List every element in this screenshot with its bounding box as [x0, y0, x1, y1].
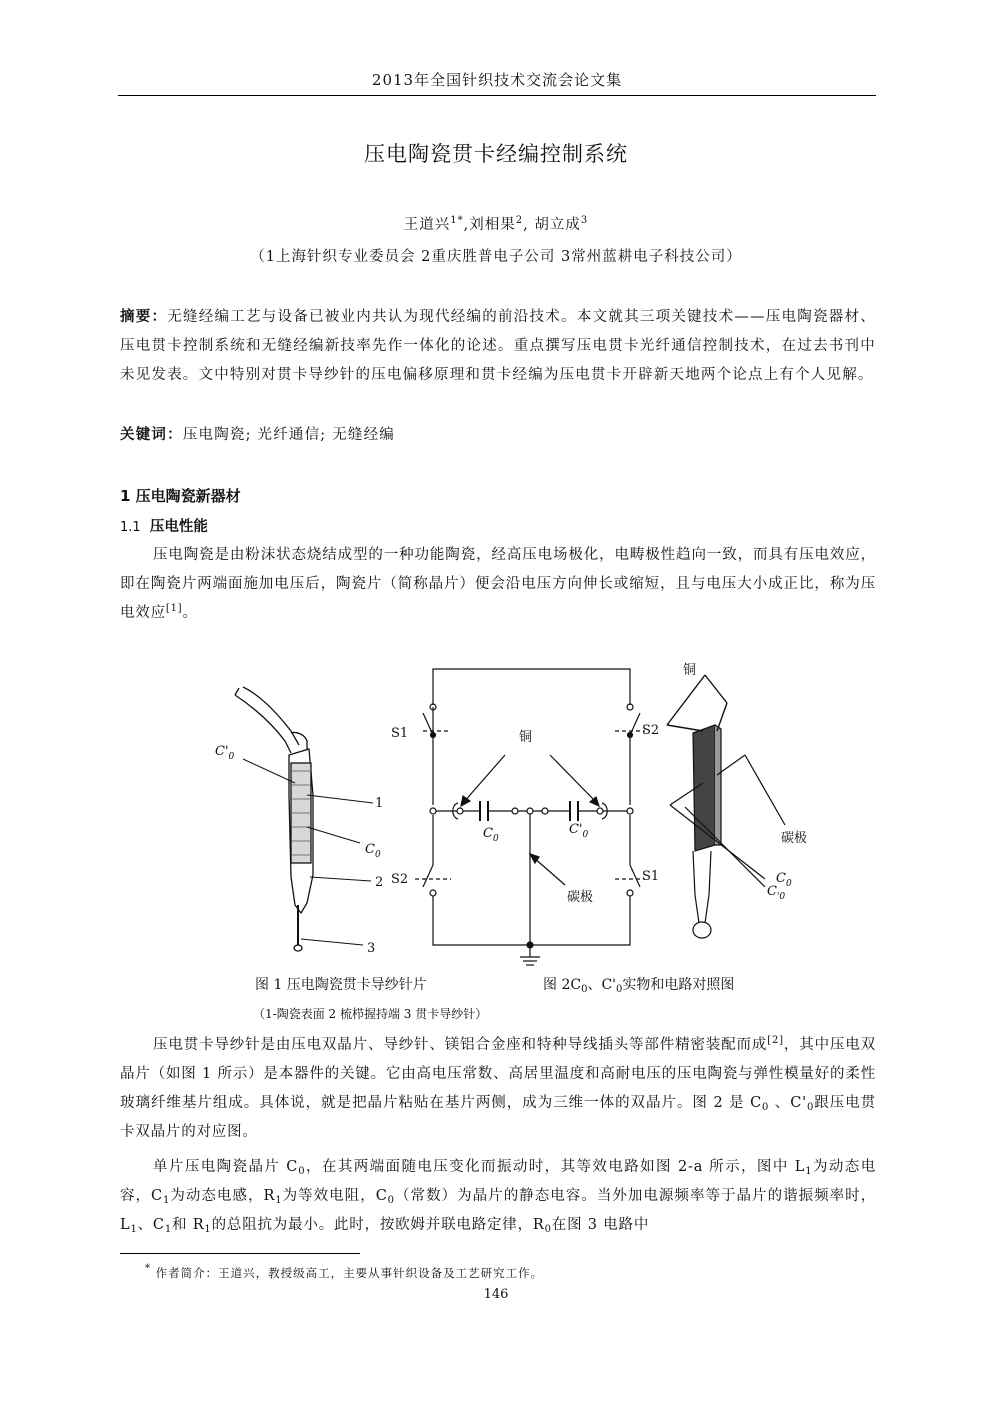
p3-text: 、C: [137, 1217, 165, 1233]
paragraph-2-text: 跟压电贯卡双晶片的对应图。: [120, 1095, 877, 1140]
paper-title: 压电陶瓷贯卡经编控制系统: [364, 142, 628, 166]
header-rule: [118, 95, 876, 96]
label-copper-real: 铜: [683, 663, 697, 678]
p3-text: 在图 3 电路中: [551, 1217, 650, 1233]
subscript: 0: [387, 1195, 395, 1206]
p3-text: 为动态电容，C: [120, 1159, 877, 1204]
page-number: 146: [483, 1287, 509, 1302]
caption2-part: 实物和电路对照图: [622, 977, 735, 993]
running-header: 2013年全国针织技术交流会论文集: [371, 71, 623, 89]
label-carbon-real: 碳极: [781, 831, 808, 846]
subscript: 1: [162, 1195, 171, 1206]
figure-1-caption: 图 1 压电陶瓷贯卡导纱针片: [255, 977, 427, 993]
p3-text: ，在其两端面随电压变化而振动时，其等效电路如图 2-a 所示，图中 L: [305, 1159, 806, 1175]
figure-1-2: [205, 655, 825, 975]
label-c0-real: $C_0$: [776, 871, 792, 889]
paragraph-1-text: 压电陶瓷是由粉沫状态烧结成型的一种功能陶瓷，经高压电场极化，电畴极性趋向一致，而具有压电效应，即在陶瓷片两端面施加电压后，陶瓷片（简称晶片）便会沿电压方向伸长或缩短，且与电压大小成正比，称为压电效应: [120, 547, 876, 621]
paragraph-3: [120, 1153, 876, 1240]
author-line: [0, 213, 992, 234]
caption2-part: 图 2C: [543, 977, 582, 993]
affiliations: （1上海针织专业委员会 2重庆胜普电子公司 3常州蓝耕电子科技公司）: [250, 249, 742, 265]
figure-2-caption: [543, 974, 734, 994]
section-heading-1: 1 压电陶瓷新器材: [120, 487, 241, 505]
label-s1-right: S1: [642, 869, 660, 884]
p3-text: 单片压电陶瓷晶片 C: [153, 1159, 299, 1175]
section-number: 1.1: [120, 520, 141, 535]
author-2-sup: 2: [515, 215, 524, 226]
subscript: 0: [544, 1224, 552, 1235]
figure-1-drawing: [235, 687, 373, 951]
section-title: 压电性能: [149, 519, 208, 535]
label-2: 2: [375, 875, 384, 890]
abstract: [120, 303, 876, 390]
subscript: 0: [298, 1166, 306, 1177]
p3-text: 为等效电阻，C: [282, 1188, 388, 1204]
caption2-part: 、C': [587, 977, 617, 993]
subscript: 1: [805, 1166, 813, 1177]
paragraph-2-text: ，其中压电双晶片（如图 1 所示）是本器件的关键。它由高电压常数、高居里温度和高耐电压的压电陶瓷与弹性模量好的柔性玻璃纤维基片组成。具体说，就是把晶片粘贴在基片两侧，成为三维一体的双晶片。图 2 是 C: [120, 1037, 876, 1111]
label-s1-left: S1: [391, 726, 409, 741]
citation-2: [2]: [767, 1035, 784, 1046]
subscript: 0: [806, 1102, 815, 1113]
subscript: 1: [130, 1224, 138, 1235]
author-1: 王道兴: [403, 217, 451, 233]
caption2-sub: 0: [616, 984, 623, 995]
author-1-sup: 1*: [450, 215, 464, 226]
keywords-label: 关键词：: [120, 427, 183, 443]
subscript: 1: [164, 1224, 172, 1235]
footnote-rule: [120, 1253, 360, 1254]
paragraph-2-text: 、C': [769, 1095, 807, 1111]
subscript: 1: [275, 1195, 283, 1206]
label-s2-right: S2: [642, 723, 660, 738]
label-c0p-circuit: $C'_0$: [569, 822, 589, 840]
citation-1: [1]: [165, 603, 183, 614]
label-carbon: 碳极: [567, 890, 594, 905]
footnote-mark: *: [145, 1263, 151, 1274]
label-3: 3: [367, 941, 376, 956]
label-c0p-real: $C_{'0}$: [767, 884, 786, 902]
footnote: [145, 1265, 543, 1281]
section-heading-1-1: [120, 515, 208, 536]
p3-text: 的总阻抗为最小。此时，按欧姆并联电路定律，R: [211, 1217, 545, 1233]
keywords-text: 压电陶瓷; 光纤通信; 无缝经编: [182, 427, 396, 443]
footnote-text: 作者简介：王道兴，教授级高工，主要从事针织设备及工艺研究工作。: [151, 1266, 544, 1280]
paragraph-1-end: 。: [182, 605, 198, 621]
label-s2-left: S2: [391, 872, 409, 887]
figure-1-legend: （1-陶瓷表面 2 梳栉握持端 3 贯卡导纱针）: [253, 1007, 488, 1021]
label-c0-circuit: $C_0$: [483, 826, 499, 844]
subscript: 0: [762, 1102, 770, 1113]
p3-text: （常数）为晶片的静态电容。当外加电源频率等于晶片的谐振频率时，L: [120, 1188, 877, 1233]
caption2-sub: 0: [581, 984, 588, 995]
circuit-diagram: [415, 669, 645, 965]
keywords: [120, 423, 876, 444]
p3-text: 为动态电感，R: [170, 1188, 276, 1204]
label-1: 1: [375, 796, 384, 811]
author-3-sup: 3: [580, 215, 589, 226]
paragraph-2-text: 压电贯卡导纱针是由压电双晶片、导纱针、镁铝合金座和特种导线插头等部件精密装配而成: [153, 1037, 768, 1053]
subscript: 1: [204, 1224, 212, 1235]
p3-text: 和 R: [171, 1217, 205, 1233]
label-c0-prime: $C'_0$: [215, 744, 235, 762]
abstract-label: 摘要：: [120, 309, 168, 325]
paragraph-1: [120, 541, 876, 628]
author-3: , 胡立成: [523, 217, 581, 233]
abstract-text: 无缝经编工艺与设备已被业内共认为现代经编的前沿技术。本文就其三项关键技术——压电陶瓷器材、压电贯卡控制系统和无缝经编新技率先作一体化的论述。重点撰写压电贯卡光纤通信控制技术，在过去书刊中未见发表。文中特别对贯卡导纱针的压电偏移原理和贯卡经编为压电贯卡开辟新天地两个论点上有个人见解。: [120, 309, 876, 383]
label-c0: $C_0$: [365, 842, 381, 860]
author-2: ,刘相果: [463, 217, 516, 233]
label-copper: 铜: [519, 730, 533, 745]
paragraph-2: [120, 1031, 876, 1147]
